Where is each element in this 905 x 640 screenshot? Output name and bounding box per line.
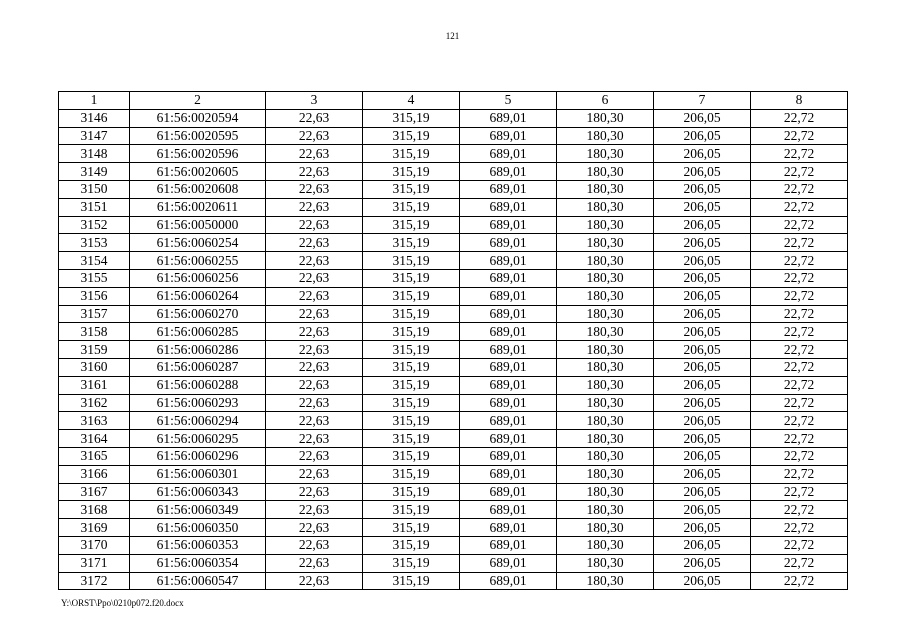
- table-cell: 689,01: [460, 412, 557, 430]
- table-cell: 689,01: [460, 127, 557, 145]
- table-cell: 315,19: [363, 412, 460, 430]
- table-cell: 61:56:0050000: [130, 216, 266, 234]
- table-cell: 206,05: [654, 465, 751, 483]
- table-cell: 206,05: [654, 269, 751, 287]
- table-cell: 61:56:0060264: [130, 287, 266, 305]
- table-cell: 22,72: [751, 163, 848, 181]
- table-cell: 3158: [59, 323, 130, 341]
- table-cell: 180,30: [557, 216, 654, 234]
- table-cell: 689,01: [460, 447, 557, 465]
- table-row: [59, 465, 848, 483]
- table-cell: 180,30: [557, 376, 654, 394]
- table-cell: 315,19: [363, 234, 460, 252]
- table-cell: 315,19: [363, 216, 460, 234]
- table-cell: 180,30: [557, 287, 654, 305]
- table-row: [59, 394, 848, 412]
- table-cell: 689,01: [460, 554, 557, 572]
- table-cell: 180,30: [557, 269, 654, 287]
- table-cell: 689,01: [460, 394, 557, 412]
- table-row: [59, 501, 848, 519]
- table-cell: 206,05: [654, 252, 751, 270]
- table-cell: 61:56:0020605: [130, 163, 266, 181]
- table-cell: 315,19: [363, 109, 460, 127]
- table-row: [59, 376, 848, 394]
- table-cell: 315,19: [363, 465, 460, 483]
- table-cell: 3159: [59, 341, 130, 359]
- table-row: [59, 519, 848, 537]
- table-cell: 61:56:0060288: [130, 376, 266, 394]
- table-cell: 61:56:0060254: [130, 234, 266, 252]
- table-cell: 689,01: [460, 341, 557, 359]
- table-row: [59, 572, 848, 590]
- table-cell: 22,63: [266, 394, 363, 412]
- table-cell: 3172: [59, 572, 130, 590]
- table-cell: 206,05: [654, 572, 751, 590]
- table-cell: 689,01: [460, 252, 557, 270]
- table-cell: 22,72: [751, 572, 848, 590]
- table-cell: 180,30: [557, 234, 654, 252]
- table-cell: 315,19: [363, 483, 460, 501]
- table-cell: 689,01: [460, 519, 557, 537]
- table-cell: 3155: [59, 269, 130, 287]
- table-cell: 61:56:0060354: [130, 554, 266, 572]
- table-cell: 3153: [59, 234, 130, 252]
- table-cell: 3165: [59, 447, 130, 465]
- table-cell: 22,72: [751, 554, 848, 572]
- page-number: 121: [445, 31, 460, 41]
- table-cell: 206,05: [654, 145, 751, 163]
- table-cell: 22,63: [266, 323, 363, 341]
- table-cell: 689,01: [460, 305, 557, 323]
- table-cell: 22,72: [751, 465, 848, 483]
- table-cell: 180,30: [557, 163, 654, 181]
- table-cell: 180,30: [557, 198, 654, 216]
- table-cell: 22,72: [751, 216, 848, 234]
- table-cell: 61:56:0060301: [130, 465, 266, 483]
- table-cell: 3168: [59, 501, 130, 519]
- table-cell: 315,19: [363, 287, 460, 305]
- table-cell: 689,01: [460, 198, 557, 216]
- table-row: [59, 412, 848, 430]
- table-cell: 315,19: [363, 430, 460, 448]
- table-row: [59, 483, 848, 501]
- table-cell: 180,30: [557, 536, 654, 554]
- table-cell: 61:56:0020608: [130, 180, 266, 198]
- table-cell: 3161: [59, 376, 130, 394]
- table-row: [59, 287, 848, 305]
- table-cell: 61:56:0020594: [130, 109, 266, 127]
- table-cell: 3157: [59, 305, 130, 323]
- table-cell: 3166: [59, 465, 130, 483]
- table-cell: 315,19: [363, 394, 460, 412]
- table-cell: 22,63: [266, 519, 363, 537]
- table-cell: 22,72: [751, 483, 848, 501]
- table-cell: 3146: [59, 109, 130, 127]
- table-cell: 22,63: [266, 341, 363, 359]
- table-cell: 206,05: [654, 287, 751, 305]
- table-cell: 61:56:0020596: [130, 145, 266, 163]
- table-cell: 61:56:0060350: [130, 519, 266, 537]
- table-cell: 315,19: [363, 341, 460, 359]
- table-cell: 3162: [59, 394, 130, 412]
- table-cell: 315,19: [363, 536, 460, 554]
- table-cell: 22,72: [751, 198, 848, 216]
- table-cell: 315,19: [363, 519, 460, 537]
- table-cell: 689,01: [460, 501, 557, 519]
- table-cell: 206,05: [654, 180, 751, 198]
- table-row: [59, 536, 848, 554]
- table-cell: 3169: [59, 519, 130, 537]
- table-cell: 315,19: [363, 127, 460, 145]
- table-cell: 689,01: [460, 163, 557, 181]
- table-cell: 206,05: [654, 198, 751, 216]
- table-cell: 22,72: [751, 358, 848, 376]
- table-cell: 61:56:0020595: [130, 127, 266, 145]
- table-cell: 22,63: [266, 483, 363, 501]
- table-cell: 180,30: [557, 252, 654, 270]
- table-cell: 315,19: [363, 252, 460, 270]
- table-cell: 689,01: [460, 536, 557, 554]
- table-cell: 206,05: [654, 216, 751, 234]
- table-body: [59, 109, 848, 590]
- table-cell: 180,30: [557, 412, 654, 430]
- table-cell: 61:56:0060547: [130, 572, 266, 590]
- table-cell: 206,05: [654, 376, 751, 394]
- table-cell: 315,19: [363, 554, 460, 572]
- table-cell: 689,01: [460, 269, 557, 287]
- table-cell: 61:56:0060255: [130, 252, 266, 270]
- table-cell: 315,19: [363, 269, 460, 287]
- column-header: 2: [130, 92, 266, 110]
- table-cell: 22,72: [751, 536, 848, 554]
- table-cell: 3164: [59, 430, 130, 448]
- table-cell: 22,72: [751, 376, 848, 394]
- table-cell: 180,30: [557, 501, 654, 519]
- table-cell: 22,72: [751, 341, 848, 359]
- table-cell: 689,01: [460, 572, 557, 590]
- table-cell: 22,72: [751, 501, 848, 519]
- table-cell: 206,05: [654, 412, 751, 430]
- table-cell: 22,63: [266, 412, 363, 430]
- table-cell: 689,01: [460, 465, 557, 483]
- table-cell: 315,19: [363, 572, 460, 590]
- table-row: [59, 447, 848, 465]
- table-cell: 22,72: [751, 109, 848, 127]
- table-cell: 689,01: [460, 234, 557, 252]
- table-cell: 22,63: [266, 376, 363, 394]
- table-row: [59, 145, 848, 163]
- table-cell: 3160: [59, 358, 130, 376]
- table-row: [59, 252, 848, 270]
- table-cell: 22,63: [266, 163, 363, 181]
- table-cell: 61:56:0060270: [130, 305, 266, 323]
- table-cell: 22,63: [266, 198, 363, 216]
- table-cell: 689,01: [460, 109, 557, 127]
- table-cell: 22,63: [266, 287, 363, 305]
- table-cell: 22,63: [266, 572, 363, 590]
- table-cell: 22,72: [751, 252, 848, 270]
- table-cell: 22,72: [751, 127, 848, 145]
- table-cell: 206,05: [654, 536, 751, 554]
- table-cell: 22,63: [266, 430, 363, 448]
- table-cell: 206,05: [654, 501, 751, 519]
- table-cell: 180,30: [557, 305, 654, 323]
- table-cell: 3147: [59, 127, 130, 145]
- table-cell: 689,01: [460, 145, 557, 163]
- table-cell: 315,19: [363, 163, 460, 181]
- table-row: [59, 216, 848, 234]
- table-cell: 22,72: [751, 394, 848, 412]
- table-cell: 22,63: [266, 554, 363, 572]
- table-cell: 315,19: [363, 323, 460, 341]
- table-cell: 3163: [59, 412, 130, 430]
- table-cell: 22,72: [751, 287, 848, 305]
- table-cell: 22,63: [266, 447, 363, 465]
- column-header: 7: [654, 92, 751, 110]
- footer-file-path: Y:\ORST\Ppo\0210p072.f20.docx: [61, 598, 184, 608]
- table-cell: 22,63: [266, 269, 363, 287]
- data-table: [58, 91, 848, 590]
- table-cell: 61:56:0060293: [130, 394, 266, 412]
- table-header-row: [59, 92, 848, 110]
- table-cell: 22,63: [266, 216, 363, 234]
- table-cell: 315,19: [363, 376, 460, 394]
- table-cell: 206,05: [654, 483, 751, 501]
- table-cell: 22,63: [266, 536, 363, 554]
- table-row: [59, 305, 848, 323]
- table-cell: 180,30: [557, 554, 654, 572]
- table-row: [59, 323, 848, 341]
- table-cell: 22,63: [266, 501, 363, 519]
- table-cell: 689,01: [460, 376, 557, 394]
- table-row: [59, 198, 848, 216]
- table-cell: 315,19: [363, 180, 460, 198]
- table-cell: 315,19: [363, 447, 460, 465]
- table-cell: 61:56:0060349: [130, 501, 266, 519]
- table-cell: 180,30: [557, 483, 654, 501]
- table-cell: 22,72: [751, 180, 848, 198]
- table-row: [59, 127, 848, 145]
- table-cell: 206,05: [654, 358, 751, 376]
- table-cell: 180,30: [557, 465, 654, 483]
- table-cell: 22,72: [751, 269, 848, 287]
- table-cell: 22,63: [266, 127, 363, 145]
- table-cell: 22,72: [751, 234, 848, 252]
- table-cell: 61:56:0060296: [130, 447, 266, 465]
- table-cell: 315,19: [363, 358, 460, 376]
- table-cell: 206,05: [654, 234, 751, 252]
- column-header: 8: [751, 92, 848, 110]
- table-row: [59, 554, 848, 572]
- table-cell: 22,72: [751, 430, 848, 448]
- table-cell: 206,05: [654, 519, 751, 537]
- table-cell: 61:56:0060353: [130, 536, 266, 554]
- table-cell: 61:56:0060286: [130, 341, 266, 359]
- table-cell: 61:56:0060256: [130, 269, 266, 287]
- table-row: [59, 358, 848, 376]
- table-cell: 61:56:0060295: [130, 430, 266, 448]
- table-cell: 22,63: [266, 358, 363, 376]
- table-cell: 180,30: [557, 572, 654, 590]
- table-cell: 689,01: [460, 323, 557, 341]
- table-cell: 180,30: [557, 180, 654, 198]
- table-cell: 689,01: [460, 180, 557, 198]
- table-cell: 61:56:0020611: [130, 198, 266, 216]
- table-cell: 3156: [59, 287, 130, 305]
- table-cell: 22,72: [751, 519, 848, 537]
- table-cell: 3148: [59, 145, 130, 163]
- table-cell: 22,63: [266, 234, 363, 252]
- column-header: 5: [460, 92, 557, 110]
- table-cell: 3152: [59, 216, 130, 234]
- table-cell: 689,01: [460, 483, 557, 501]
- table-cell: 61:56:0060343: [130, 483, 266, 501]
- table-cell: 22,72: [751, 323, 848, 341]
- table-cell: 22,63: [266, 252, 363, 270]
- table-row: [59, 180, 848, 198]
- table-cell: 61:56:0060294: [130, 412, 266, 430]
- table-cell: 3167: [59, 483, 130, 501]
- table-cell: 206,05: [654, 341, 751, 359]
- table-cell: 206,05: [654, 447, 751, 465]
- column-header: 4: [363, 92, 460, 110]
- table-row: [59, 269, 848, 287]
- table-cell: 206,05: [654, 323, 751, 341]
- table-cell: 315,19: [363, 145, 460, 163]
- table-cell: 206,05: [654, 430, 751, 448]
- table-cell: 206,05: [654, 305, 751, 323]
- table-cell: 689,01: [460, 216, 557, 234]
- table-cell: 3151: [59, 198, 130, 216]
- table-row: [59, 109, 848, 127]
- column-header: 3: [266, 92, 363, 110]
- table-cell: 206,05: [654, 163, 751, 181]
- table-cell: 22,72: [751, 305, 848, 323]
- table-cell: 180,30: [557, 394, 654, 412]
- table-cell: 206,05: [654, 554, 751, 572]
- table-cell: 180,30: [557, 430, 654, 448]
- table-cell: 180,30: [557, 341, 654, 359]
- table-cell: 315,19: [363, 198, 460, 216]
- table-cell: 22,72: [751, 447, 848, 465]
- column-header: 6: [557, 92, 654, 110]
- table-cell: 22,63: [266, 465, 363, 483]
- table-cell: 180,30: [557, 109, 654, 127]
- table-cell: 22,63: [266, 109, 363, 127]
- table-cell: 180,30: [557, 358, 654, 376]
- table-row: [59, 341, 848, 359]
- table-cell: 61:56:0060287: [130, 358, 266, 376]
- table-cell: 22,63: [266, 305, 363, 323]
- table-row: [59, 234, 848, 252]
- table-cell: 206,05: [654, 127, 751, 145]
- table-cell: 180,30: [557, 127, 654, 145]
- table-cell: 180,30: [557, 145, 654, 163]
- table-cell: 689,01: [460, 430, 557, 448]
- column-header: 1: [59, 92, 130, 110]
- table-cell: 315,19: [363, 501, 460, 519]
- table-cell: 180,30: [557, 447, 654, 465]
- table-cell: 3149: [59, 163, 130, 181]
- table-cell: 3154: [59, 252, 130, 270]
- table-cell: 689,01: [460, 358, 557, 376]
- table-cell: 22,72: [751, 145, 848, 163]
- table-row: [59, 430, 848, 448]
- table-cell: 180,30: [557, 519, 654, 537]
- table-cell: 22,63: [266, 180, 363, 198]
- table-cell: 206,05: [654, 394, 751, 412]
- table-cell: 22,72: [751, 412, 848, 430]
- table-cell: 3150: [59, 180, 130, 198]
- table-cell: 3171: [59, 554, 130, 572]
- table-cell: 22,63: [266, 145, 363, 163]
- table-cell: 689,01: [460, 287, 557, 305]
- table-cell: 180,30: [557, 323, 654, 341]
- table-cell: 3170: [59, 536, 130, 554]
- table-cell: 315,19: [363, 305, 460, 323]
- table-cell: 61:56:0060285: [130, 323, 266, 341]
- table-row: [59, 163, 848, 181]
- table-cell: 206,05: [654, 109, 751, 127]
